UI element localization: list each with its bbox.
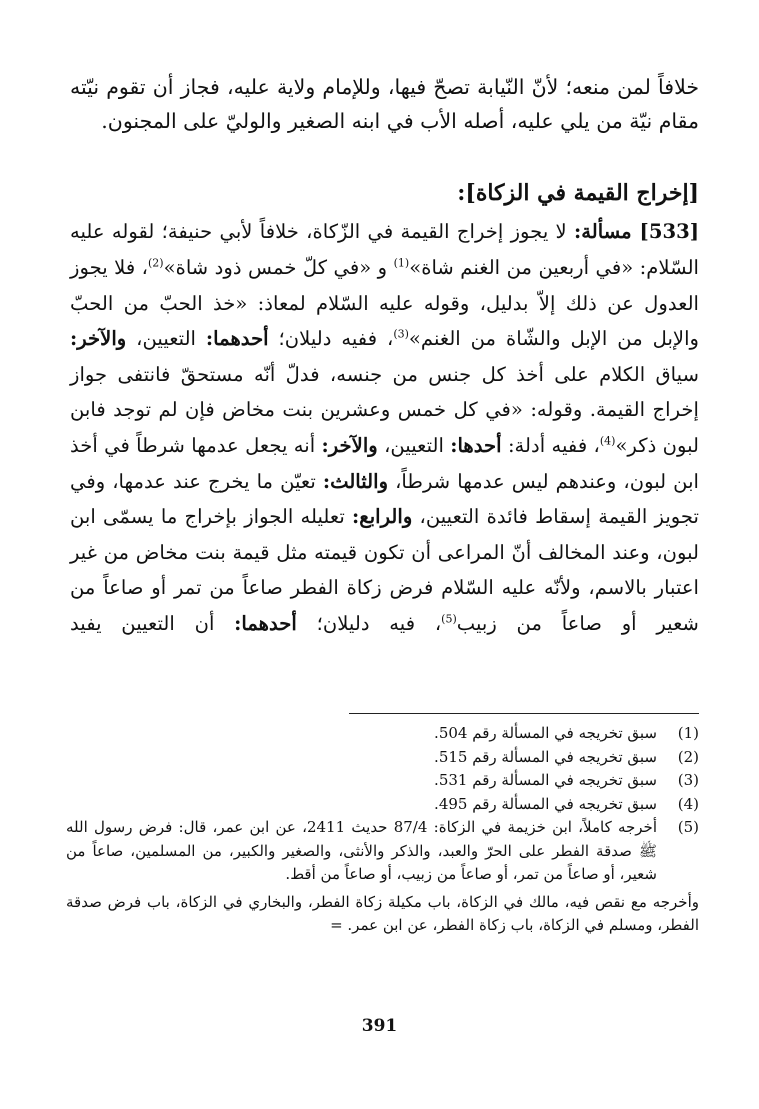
bold-term: أحدهما:	[205, 327, 269, 351]
footnote-ref-3[interactable]: (3)	[393, 327, 409, 341]
text-run: ، ففيه أدلة:	[501, 433, 600, 457]
section-heading: [إخراج القيمة في الزكاة]:	[457, 180, 699, 207]
footnote-number: (3)	[677, 771, 699, 789]
text-run: تعليله الجواز بإخراج ما يسمّى ابن لبون، وعند المخالف أنّ المراعى أن تكون قيمته مثل قيمة بنت مخاض من غير اعتبار بالاسم، ولأنّه عليه السّلام فرض زكاة الفطر صاعاً من تمر أو صاعاً من شعير أو صاعاً من زبيب	[70, 505, 699, 635]
footnote-text: سبق تخريجه في المسألة رقم 531.	[434, 771, 657, 789]
footnotes	[66, 722, 699, 938]
footnote-ref-2[interactable]: (2)	[147, 256, 164, 270]
footnote-ref-5[interactable]: (5)	[441, 612, 457, 626]
text-run: ، فيه دليلان؛	[296, 611, 442, 635]
footnote-continuation: وأخرجه مع نقص فيه، مالك في الزكاة، باب مكيلة زكاة الفطر، والبخاري في الزكاة، باب فرض صدقة الفطر، ومسلم في الزكاة، باب زكاة الفطر، عن ابن عمر. =	[66, 892, 699, 934]
text-run: التعيين،	[126, 327, 206, 351]
footnote-number: (5)	[677, 818, 699, 836]
text-run: تعيّن ما يخرج عند عدمها، وفي تجويز القيمة إسقاط فائدة التعيين،	[70, 469, 699, 529]
footnote-item	[66, 746, 699, 770]
footnote-item	[66, 722, 699, 746]
footnote-number: (2)	[677, 747, 699, 766]
footnote-ref-1[interactable]: (1)	[393, 256, 410, 270]
text-run: ، ففيه دليلان؛	[268, 327, 394, 351]
footnote-divider	[349, 713, 699, 714]
text-run: سياق الكلام على أخذ كل جنس من جنسه، فدلّ أنّه مستحقّ فانتفى جواز إخراج القيمة. وقوله: «في كل خمس وعشرين بنت مخاض فإن لم توجد فابن لبون ذكر»	[70, 362, 699, 457]
footnote-ref-4[interactable]: (4)	[599, 434, 616, 448]
intro-paragraph: خلافاً لمن منعه؛ لأنّ النّيابة تصحّ فيها، وللإمام ولاية عليه، فجاز أن تقوم نيّته مقام نيّة من يلي عليه، أصله الأب في ابنه الصغير والوليّ على المجنون.	[70, 75, 699, 134]
footnote-text: أخرجه كاملاً، ابن خزيمة في الزكاة: 87/4 حديث 2411، عن ابن عمر، قال: فرض رسول الله ﷺ صدقة الفطر على الحرّ والعبد، والذكر والأنثى، والصغير والكبير، من المسلمين، صاعاً من شعير، أو صاعاً من تمر، أو صاعاً من زبيب، أو صاعاً من أقط.	[66, 818, 657, 883]
text-run: ، فلا يجوز العدول عن ذلك إلاّ بدليل، وقوله عليه السّلام لمعاذ: «خذ الحبّ من الحبّ والإبل من الإبل والشّاة من الغنم»	[70, 256, 699, 351]
footnote-text: سبق تخريجه في المسألة رقم 495.	[434, 794, 657, 813]
bold-term: أحدهما:	[234, 611, 297, 635]
text-run: التعيين،	[377, 433, 451, 457]
page-number: 391	[361, 1016, 398, 1036]
main-text	[70, 70, 699, 642]
bold-term: والآخر:	[321, 433, 378, 457]
text-run: لا يجوز إخراج القيمة في الزّكاة، خلافاً لأبي حنيفة؛ لقوله عليه السّلام: «في أربعين من الغنم شاة»	[70, 220, 699, 279]
text-run: أن التعيين يفيد	[70, 611, 235, 635]
bold-term: والآخر:	[70, 327, 127, 351]
footnote-item	[66, 793, 699, 817]
footnote-item	[66, 769, 699, 793]
footnote-item	[66, 816, 699, 887]
bold-term: والثالث:	[322, 469, 389, 493]
issue-paragraph	[70, 214, 699, 641]
bold-term: أحدها:	[450, 433, 502, 457]
footnote-text: سبق تخريجه في المسألة رقم 515.	[434, 747, 657, 766]
text-run: أنه يجعل عدمها شرطاً في أخذ ابن لبون، وعندهم ليس عدمها شرطاً،	[70, 433, 699, 493]
footnote-number: (1)	[677, 724, 699, 742]
footnote-number: (4)	[677, 794, 699, 813]
issue-number: [533] مسألة:	[574, 220, 699, 244]
footnote-text: سبق تخريجه في المسألة رقم 504.	[434, 724, 657, 742]
text-run: و «في كلّ خمس ذود شاة»	[163, 256, 394, 279]
bold-term: والرابع:	[352, 505, 413, 529]
